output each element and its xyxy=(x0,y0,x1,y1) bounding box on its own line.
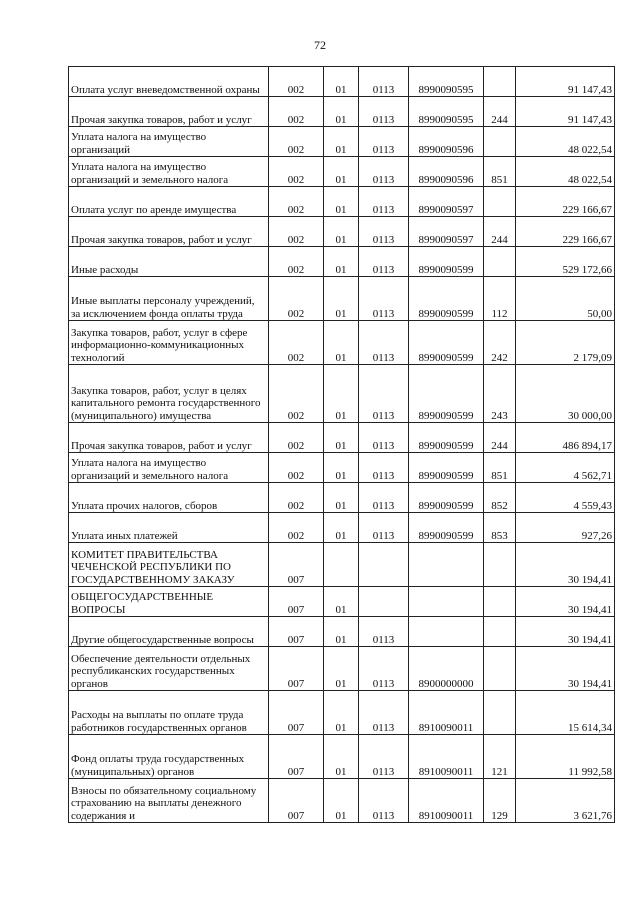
row-vr xyxy=(484,67,516,97)
row-ved: 002 xyxy=(269,423,324,453)
table-row xyxy=(69,617,615,647)
row-vr: 852 xyxy=(484,483,516,513)
row-rz: 01 xyxy=(324,277,359,321)
row-vr: 853 xyxy=(484,513,516,543)
row-name: ОБЩЕГОСУДАРСТВЕННЫЕ ВОПРОСЫ xyxy=(69,587,269,617)
row-rz: 01 xyxy=(324,97,359,127)
row-pr: 0113 xyxy=(359,647,409,691)
row-ved: 007 xyxy=(269,691,324,735)
row-sum: 50,00 xyxy=(516,277,615,321)
row-rz: 01 xyxy=(324,127,359,157)
table-row xyxy=(69,365,615,423)
row-ved: 007 xyxy=(269,647,324,691)
row-pr: 0113 xyxy=(359,97,409,127)
table-row xyxy=(69,483,615,513)
row-pr: 0113 xyxy=(359,735,409,779)
table-row xyxy=(69,423,615,453)
row-pr: 0113 xyxy=(359,483,409,513)
row-ved: 002 xyxy=(269,365,324,423)
row-name: Уплата налога на имущество организаций и земельного налога xyxy=(69,157,269,187)
row-pr: 0113 xyxy=(359,779,409,823)
row-pr: 0113 xyxy=(359,277,409,321)
row-sum: 229 166,67 xyxy=(516,217,615,247)
row-csr: 8990090595 xyxy=(409,67,484,97)
row-rz: 01 xyxy=(324,423,359,453)
row-vr xyxy=(484,543,516,587)
row-csr: 8990090596 xyxy=(409,157,484,187)
row-csr: 8990090599 xyxy=(409,247,484,277)
budget-table xyxy=(68,66,615,823)
table-row xyxy=(69,127,615,157)
row-ved: 002 xyxy=(269,277,324,321)
row-csr: 8990090597 xyxy=(409,217,484,247)
row-sum: 927,26 xyxy=(516,513,615,543)
row-vr: 243 xyxy=(484,365,516,423)
table-row xyxy=(69,157,615,187)
row-vr: 129 xyxy=(484,779,516,823)
table-row xyxy=(69,779,615,823)
row-ved: 002 xyxy=(269,67,324,97)
row-ved: 002 xyxy=(269,187,324,217)
row-rz: 01 xyxy=(324,735,359,779)
row-vr xyxy=(484,587,516,617)
row-rz: 01 xyxy=(324,247,359,277)
row-name: Прочая закупка товаров, работ и услуг xyxy=(69,97,269,127)
row-vr xyxy=(484,247,516,277)
row-name: Уплата налога на имущество организаций xyxy=(69,127,269,157)
row-sum: 48 022,54 xyxy=(516,157,615,187)
row-csr xyxy=(409,587,484,617)
row-pr xyxy=(359,587,409,617)
row-ved: 007 xyxy=(269,617,324,647)
row-rz: 01 xyxy=(324,321,359,365)
row-pr: 0113 xyxy=(359,423,409,453)
row-name: Фонд оплаты труда государственных (муниципальных) органов xyxy=(69,735,269,779)
row-vr: 242 xyxy=(484,321,516,365)
row-csr: 8990090599 xyxy=(409,513,484,543)
row-rz: 01 xyxy=(324,157,359,187)
row-csr: 8900000000 xyxy=(409,647,484,691)
row-csr: 8990090599 xyxy=(409,321,484,365)
table-row xyxy=(69,735,615,779)
row-vr: 851 xyxy=(484,453,516,483)
row-csr: 8910090011 xyxy=(409,691,484,735)
row-name: Иные выплаты персоналу учреждений, за исключением фонда оплаты труда xyxy=(69,277,269,321)
row-sum: 30 194,41 xyxy=(516,543,615,587)
row-pr: 0113 xyxy=(359,187,409,217)
row-csr: 8910090011 xyxy=(409,779,484,823)
row-csr: 8990090599 xyxy=(409,483,484,513)
row-vr: 121 xyxy=(484,735,516,779)
row-sum: 30 194,41 xyxy=(516,647,615,691)
row-sum: 4 559,43 xyxy=(516,483,615,513)
table-row xyxy=(69,513,615,543)
row-pr xyxy=(359,543,409,587)
row-ved: 002 xyxy=(269,247,324,277)
row-sum: 91 147,43 xyxy=(516,67,615,97)
row-pr: 0113 xyxy=(359,247,409,277)
table-row xyxy=(69,247,615,277)
row-ved: 007 xyxy=(269,587,324,617)
row-csr: 8990090599 xyxy=(409,277,484,321)
table-row xyxy=(69,543,615,587)
row-vr xyxy=(484,187,516,217)
row-ved: 007 xyxy=(269,543,324,587)
row-sum: 48 022,54 xyxy=(516,127,615,157)
row-rz: 01 xyxy=(324,617,359,647)
row-name: Другие общегосударственные вопросы xyxy=(69,617,269,647)
row-sum: 529 172,66 xyxy=(516,247,615,277)
row-name: Оплата услуг по аренде имущества xyxy=(69,187,269,217)
row-csr: 8990090599 xyxy=(409,453,484,483)
row-sum: 4 562,71 xyxy=(516,453,615,483)
row-ved: 002 xyxy=(269,453,324,483)
row-name: Оплата услуг вневедомственной охраны xyxy=(69,67,269,97)
row-vr xyxy=(484,617,516,647)
row-rz: 01 xyxy=(324,365,359,423)
row-rz: 01 xyxy=(324,587,359,617)
table-row xyxy=(69,321,615,365)
row-name: Иные расходы xyxy=(69,247,269,277)
row-ved: 002 xyxy=(269,157,324,187)
row-name: Уплата налога на имущество организаций и земельного налога xyxy=(69,453,269,483)
table-row xyxy=(69,277,615,321)
row-csr xyxy=(409,617,484,647)
row-name: Закупка товаров, работ, услуг в сфере информационно-коммуникационных технологий xyxy=(69,321,269,365)
row-vr: 851 xyxy=(484,157,516,187)
row-rz: 01 xyxy=(324,453,359,483)
row-rz: 01 xyxy=(324,187,359,217)
row-ved: 002 xyxy=(269,321,324,365)
row-rz xyxy=(324,543,359,587)
row-pr: 0113 xyxy=(359,453,409,483)
row-pr: 0113 xyxy=(359,513,409,543)
row-name: Уплата иных платежей xyxy=(69,513,269,543)
row-sum: 15 614,34 xyxy=(516,691,615,735)
row-sum: 30 000,00 xyxy=(516,365,615,423)
row-sum: 91 147,43 xyxy=(516,97,615,127)
row-csr: 8990090599 xyxy=(409,365,484,423)
row-ved: 002 xyxy=(269,97,324,127)
row-sum: 486 894,17 xyxy=(516,423,615,453)
row-vr: 112 xyxy=(484,277,516,321)
page-number: 72 xyxy=(314,38,326,52)
row-ved: 002 xyxy=(269,127,324,157)
table-row xyxy=(69,97,615,127)
table-row xyxy=(69,647,615,691)
row-name: Расходы на выплаты по оплате труда работников государственных органов xyxy=(69,691,269,735)
row-csr: 8910090011 xyxy=(409,735,484,779)
table-row xyxy=(69,453,615,483)
row-ved: 002 xyxy=(269,483,324,513)
row-rz: 01 xyxy=(324,217,359,247)
row-rz: 01 xyxy=(324,67,359,97)
row-name: Закупка товаров, работ, услуг в целях капитального ремонта государственного (муниципального) имущества xyxy=(69,365,269,423)
row-vr xyxy=(484,127,516,157)
row-csr: 8990090597 xyxy=(409,187,484,217)
row-vr xyxy=(484,647,516,691)
row-csr: 8990090596 xyxy=(409,127,484,157)
row-name: Взносы по обязательному социальному страхованию на выплаты денежного содержания и xyxy=(69,779,269,823)
row-rz: 01 xyxy=(324,513,359,543)
table-row xyxy=(69,587,615,617)
row-sum: 11 992,58 xyxy=(516,735,615,779)
row-pr: 0113 xyxy=(359,321,409,365)
row-ved: 002 xyxy=(269,513,324,543)
row-pr: 0113 xyxy=(359,127,409,157)
table-row xyxy=(69,67,615,97)
row-vr xyxy=(484,691,516,735)
row-csr xyxy=(409,543,484,587)
row-vr: 244 xyxy=(484,217,516,247)
row-sum: 30 194,41 xyxy=(516,587,615,617)
row-ved: 007 xyxy=(269,735,324,779)
row-pr: 0113 xyxy=(359,217,409,247)
table-row xyxy=(69,691,615,735)
row-name: Прочая закупка товаров, работ и услуг xyxy=(69,423,269,453)
row-pr: 0113 xyxy=(359,617,409,647)
row-pr: 0113 xyxy=(359,365,409,423)
row-pr: 0113 xyxy=(359,691,409,735)
row-csr: 8990090599 xyxy=(409,423,484,453)
table-row xyxy=(69,187,615,217)
row-rz: 01 xyxy=(324,647,359,691)
row-name: Обеспечение деятельности отдельных республиканских государственных органов xyxy=(69,647,269,691)
table-row xyxy=(69,217,615,247)
row-sum: 2 179,09 xyxy=(516,321,615,365)
row-pr: 0113 xyxy=(359,67,409,97)
row-ved: 002 xyxy=(269,217,324,247)
row-name: Прочая закупка товаров, работ и услуг xyxy=(69,217,269,247)
row-name: КОМИТЕТ ПРАВИТЕЛЬСТВА ЧЕЧЕНСКОЙ РЕСПУБЛИКИ ПО ГОСУДАРСТВЕННОМУ ЗАКАЗУ xyxy=(69,543,269,587)
row-sum: 3 621,76 xyxy=(516,779,615,823)
row-pr: 0113 xyxy=(359,157,409,187)
row-ved: 007 xyxy=(269,779,324,823)
row-rz: 01 xyxy=(324,779,359,823)
row-vr: 244 xyxy=(484,97,516,127)
row-sum: 229 166,67 xyxy=(516,187,615,217)
row-name: Уплата прочих налогов, сборов xyxy=(69,483,269,513)
row-sum: 30 194,41 xyxy=(516,617,615,647)
row-csr: 8990090595 xyxy=(409,97,484,127)
row-rz: 01 xyxy=(324,483,359,513)
row-rz: 01 xyxy=(324,691,359,735)
row-vr: 244 xyxy=(484,423,516,453)
